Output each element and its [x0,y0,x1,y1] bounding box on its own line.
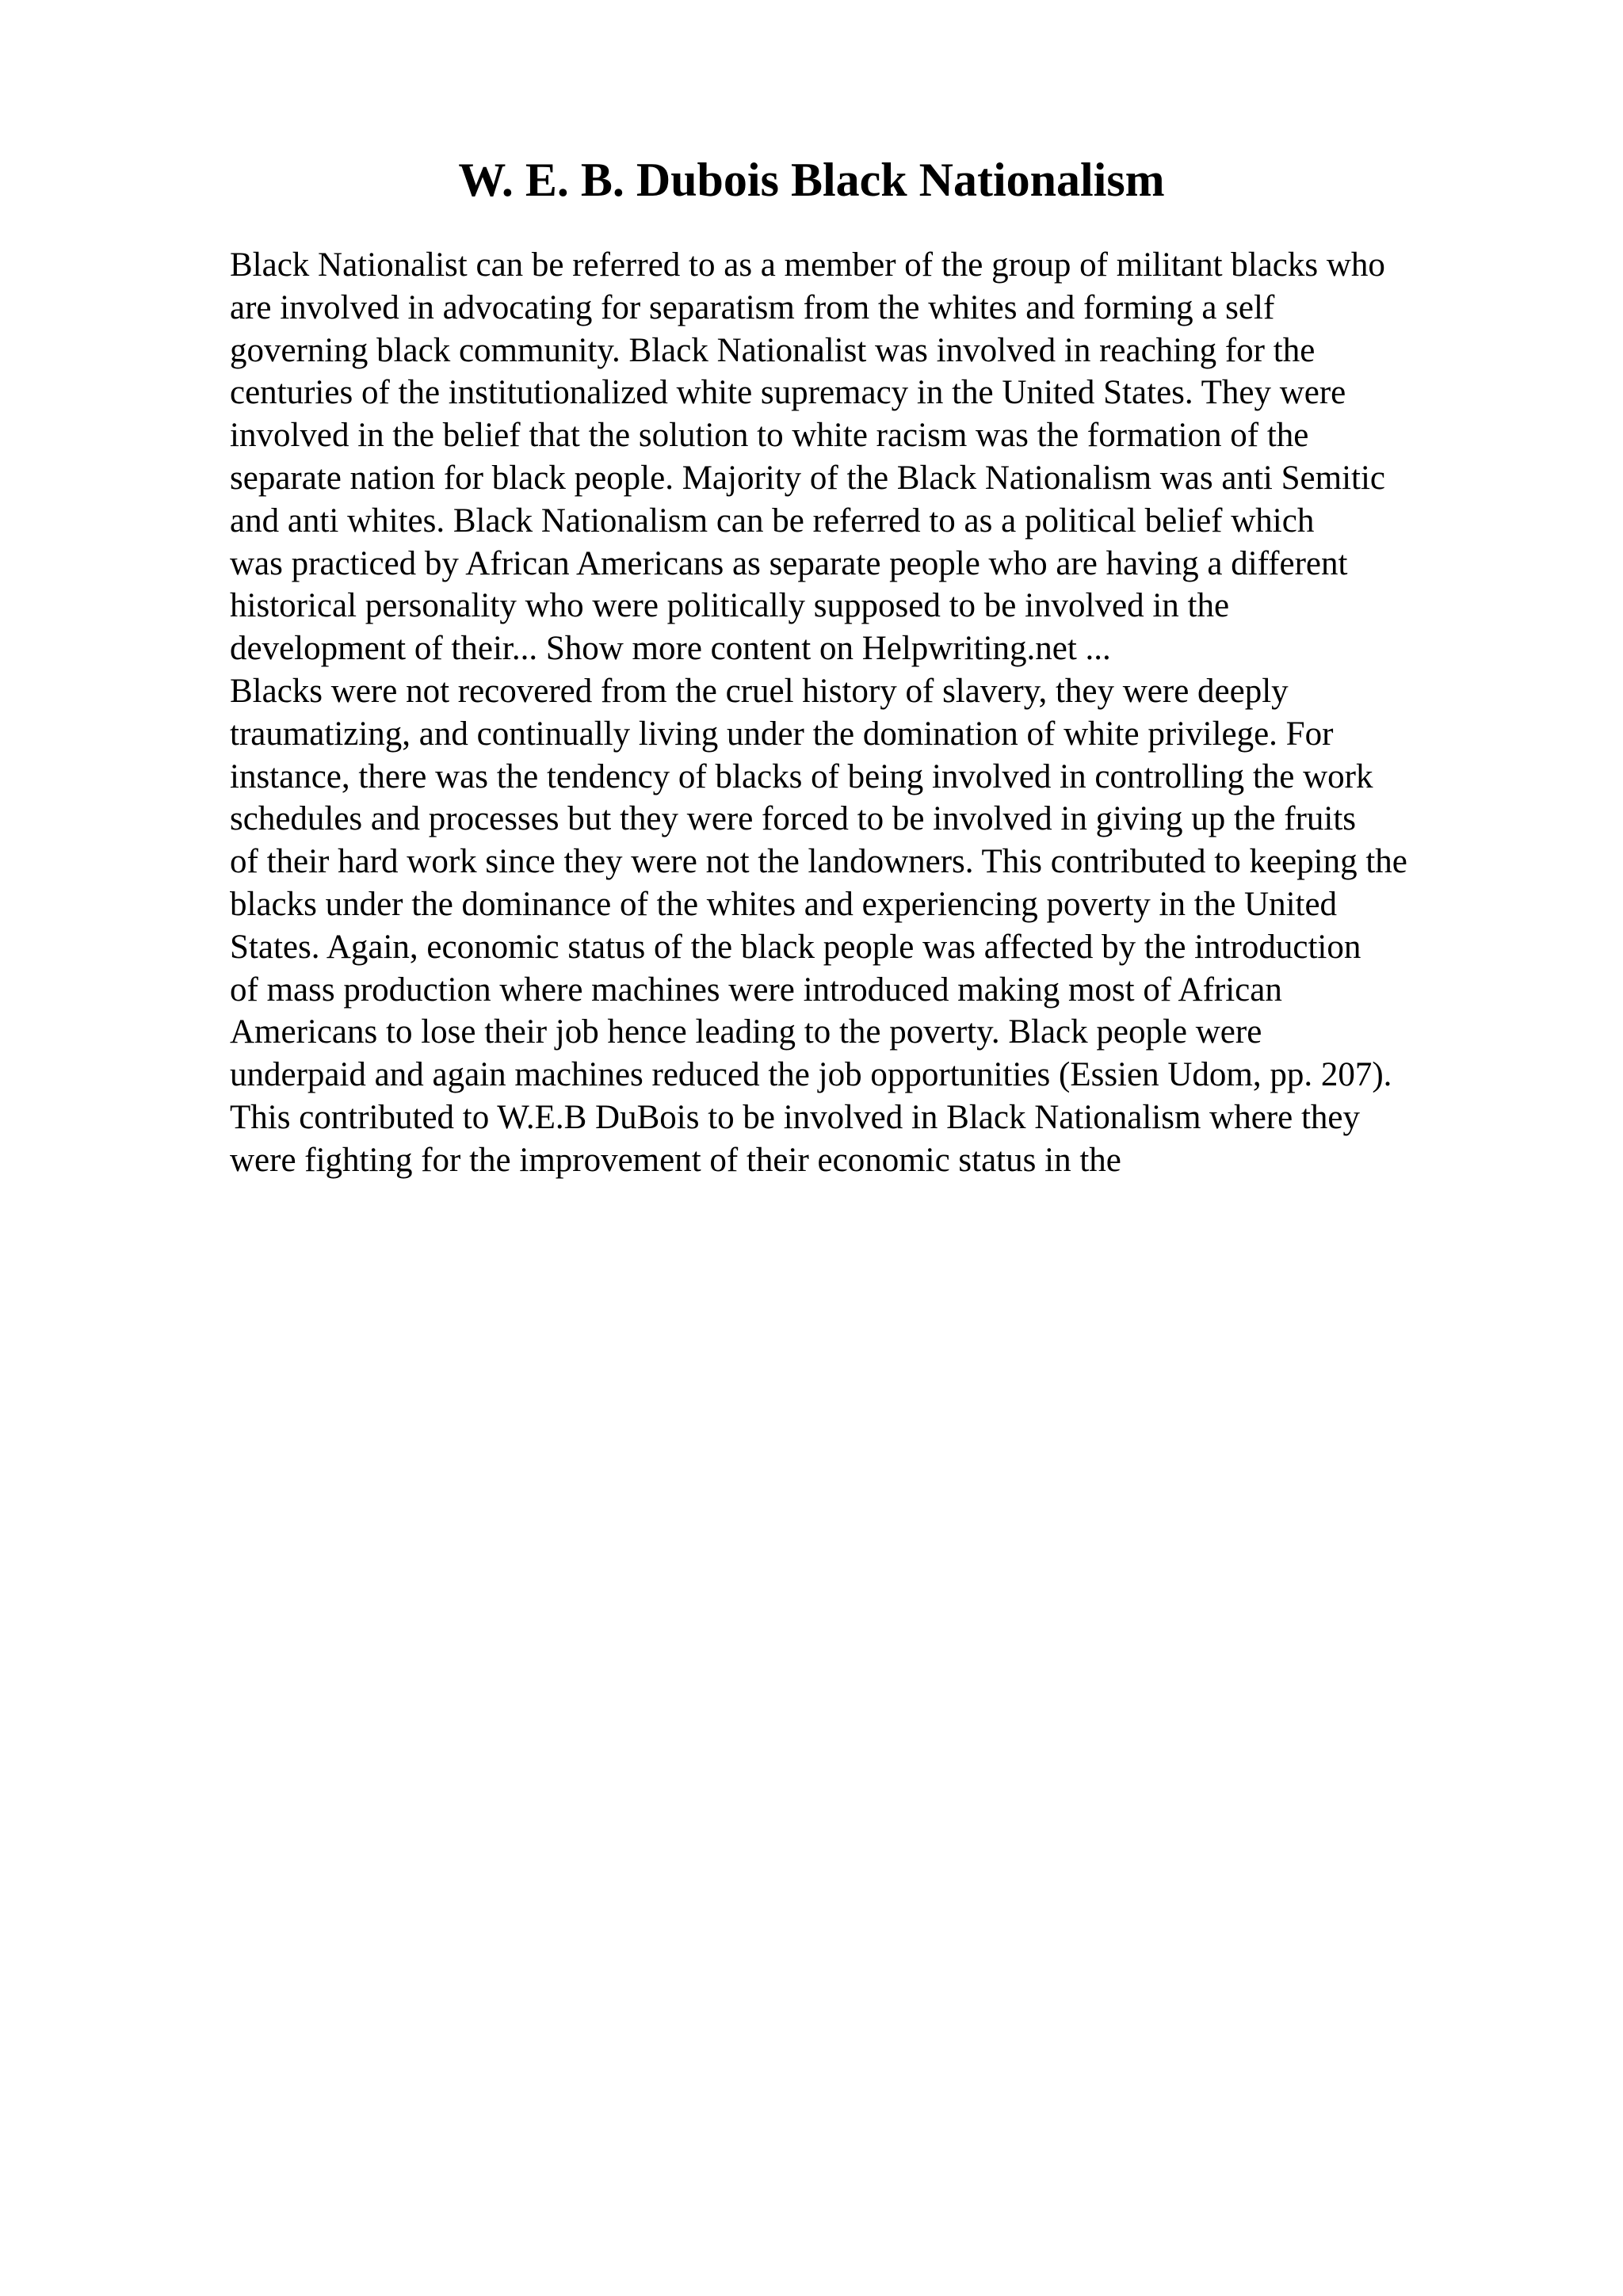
document-title: W. E. B. Dubois Black Nationalism [458,154,1165,206]
body-line: involved in the belief that the solution to white racism was the formation of the [230,417,1309,455]
body-line: schedules and processes but they were forced to be involved in giving up the fruits [230,800,1357,838]
body-line: separate nation for black people. Majority of the Black Nationalism was anti Semitic [230,459,1385,497]
body-line: This contributed to W.E.B DuBois to be involved in Black Nationalism where they [230,1098,1360,1136]
body-line: historical personality who were politically supposed to be involved in the [230,587,1230,625]
body-line: of their hard work since they were not the landowners. This contributed to keeping the [230,843,1407,881]
body-line: instance, there was the tendency of blacks of being involved in controlling the work [230,757,1373,795]
body-line: Americans to lose their job hence leading to the poverty. Black people were [230,1013,1262,1051]
body-line: was practiced by African Americans as separate people who are having a different [230,544,1348,582]
body-line: States. Again, economic status of the black people was affected by the introduction [230,928,1361,966]
body-line: blacks under the dominance of the whites and experiencing poverty in the United [230,885,1338,923]
body-line: development of their... Show more content on Helpwriting.net ... [230,630,1111,668]
body-line: and anti whites. Black Nationalism can be referred to as a political belief which [230,502,1315,540]
body-line: of mass production where machines were introduced making most of African [230,971,1282,1009]
document-body [230,244,1514,1182]
body-line: are involved in advocating for separatism from the whites and forming a self [230,288,1275,326]
body-line: centuries of the institutionalized white supremacy in the United States. They were [230,374,1346,412]
body-line: were fighting for the improvement of their economic status in the [230,1141,1121,1179]
body-line: governing black community. Black Nationalist was involved in reaching for the [230,331,1316,369]
body-line: underpaid and again machines reduced the job opportunities (Essien Udom, pp. 207). [230,1056,1392,1094]
body-line: Blacks were not recovered from the cruel history of slavery, they were deeply [230,672,1289,710]
body-line: traumatizing, and continually living under the domination of white privilege. For [230,715,1334,753]
body-line: Black Nationalist can be referred to as a member of the group of militant blacks who [230,246,1385,284]
